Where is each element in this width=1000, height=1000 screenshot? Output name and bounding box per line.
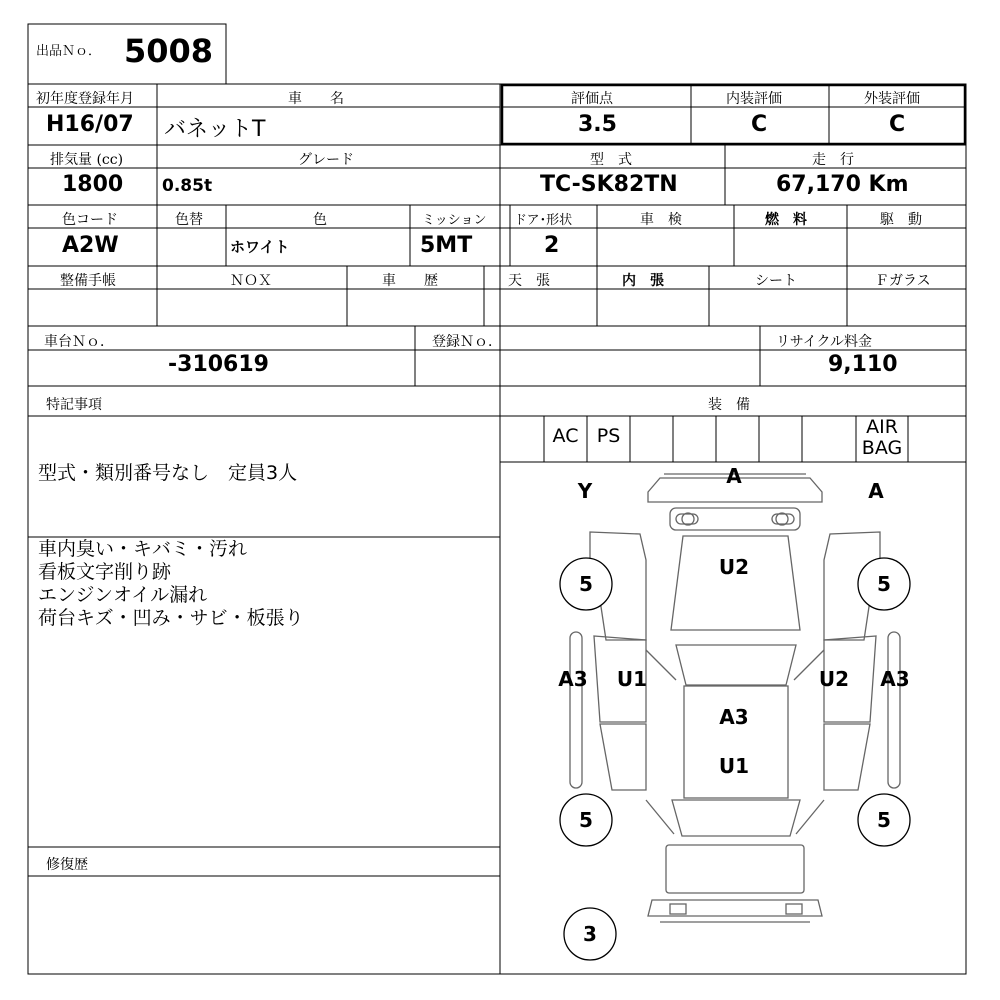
- grade-value: 0.85t: [162, 176, 213, 196]
- tire-spare: 3: [583, 922, 597, 946]
- lot-label: 出品Ｎｏ．: [36, 44, 102, 59]
- truck-outline-icon: [570, 474, 900, 922]
- maintenance-book-label: 整備手帳: [60, 273, 116, 289]
- color-value: ホワイト: [230, 238, 290, 256]
- chassis-no-label: 車台Ｎｏ．: [44, 334, 114, 350]
- damage-front-center: A: [726, 464, 742, 488]
- note-line-oil: エンジンオイル漏れ: [38, 584, 208, 606]
- exterior-grade-label: 外装評価: [864, 91, 920, 107]
- equipment-label: 装 備: [708, 397, 750, 413]
- car-name-value: バネットT: [164, 117, 266, 142]
- tire-rear-left: 5: [579, 808, 593, 832]
- tire-rear-right: 5: [877, 808, 891, 832]
- mileage-label: 走 行: [812, 152, 854, 168]
- model-label: 型 式: [590, 152, 632, 168]
- note-model-line: 型式・類別番号なし 定員3人: [38, 462, 298, 484]
- repair-history-label: 修復歴: [46, 857, 88, 873]
- vehicle-history-label: 車 歴: [382, 273, 438, 289]
- reg-date-value: H16/07: [46, 112, 134, 137]
- color-code-label: 色コード: [62, 212, 118, 228]
- damage-hood: U2: [718, 555, 750, 579]
- interior-grade-value: C: [751, 112, 768, 137]
- mileage-value: 67,170 Km: [776, 172, 909, 197]
- displacement-label: 排気量 (cc): [50, 152, 124, 168]
- color-code-value: A2W: [62, 233, 119, 258]
- mission-label: ミッション: [422, 213, 487, 228]
- equip-airbag-line2: BAG: [861, 437, 903, 459]
- damage-left-outer: A3: [558, 667, 588, 691]
- interior-trim-label: 内 張: [622, 273, 664, 289]
- equip-airbag-line1: AIR: [866, 416, 898, 438]
- recycle-fee-label: リサイクル料金: [776, 334, 873, 350]
- seat-label: シート: [755, 273, 797, 289]
- lot-number: 5008: [124, 32, 214, 70]
- model-value: TC-SK82TN: [540, 172, 678, 197]
- score-value: 3.5: [578, 112, 617, 137]
- displacement-value: 1800: [62, 172, 124, 197]
- exterior-grade-value: C: [889, 112, 906, 137]
- score-label: 評価点: [571, 91, 613, 107]
- equip-ac: AC: [552, 425, 579, 447]
- damage-front-left: Y: [577, 479, 593, 503]
- grade-label: グレード: [298, 152, 354, 168]
- damage-right-outer: A3: [880, 667, 910, 691]
- mission-value: 5MT: [420, 233, 473, 258]
- damage-bed-1: A3: [719, 705, 749, 729]
- equip-ps: PS: [596, 425, 621, 447]
- repaint-label: 色替: [175, 212, 203, 228]
- interior-grade-label: 内装評価: [726, 91, 782, 107]
- registration-no-label: 登録Ｎｏ．: [432, 334, 502, 350]
- damage-right-inner: U2: [818, 667, 850, 691]
- note-line-odor: 車内臭い・キバミ・汚れ: [38, 538, 248, 560]
- chassis-no-value: -310619: [168, 352, 269, 377]
- note-line-bed: 荷台キズ・凹み・サビ・板張り: [38, 607, 304, 629]
- note-line-sign: 看板文字削り跡: [38, 561, 172, 583]
- car-name-label: 車 名: [288, 91, 344, 107]
- door-shape-label: ドア･形状: [514, 213, 573, 228]
- recycle-fee-value: 9,110: [828, 352, 898, 377]
- inspection-label: 車 検: [640, 212, 682, 228]
- reg-date-label: 初年度登録年月: [36, 91, 134, 107]
- damage-left-inner: U1: [616, 667, 648, 691]
- damage-bed-2: U1: [718, 754, 750, 778]
- special-notes-label: 特記事項: [46, 397, 102, 413]
- color-label: 色: [313, 212, 327, 228]
- tire-front-right: 5: [877, 572, 891, 596]
- roof-lining-label: 天 張: [508, 273, 550, 289]
- door-shape-value: 2: [544, 233, 560, 258]
- tire-front-left: 5: [579, 572, 593, 596]
- nox-label: ＮＯＸ: [230, 273, 272, 289]
- damage-front-right: A: [868, 479, 884, 503]
- fuel-label: 燃 料: [765, 212, 807, 228]
- front-glass-label: Ｆガラス: [875, 273, 931, 289]
- drive-label: 駆 動: [880, 212, 922, 228]
